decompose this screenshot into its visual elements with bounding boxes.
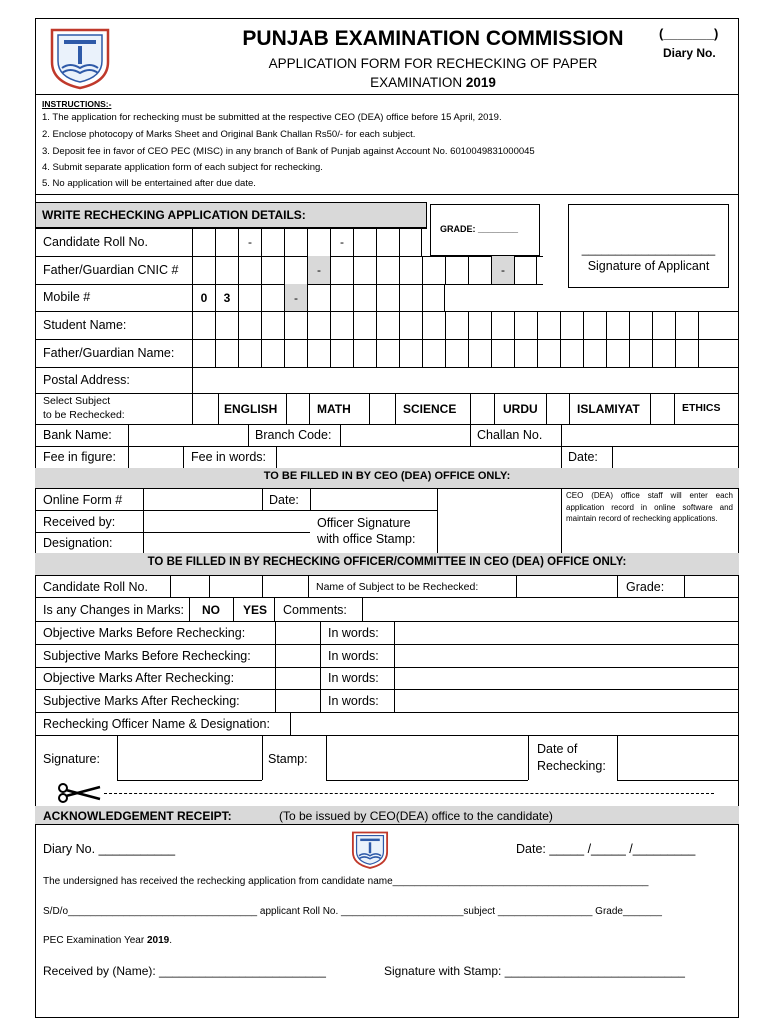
input-cell[interactable] xyxy=(192,256,215,284)
in-words-label: In words: xyxy=(328,694,379,708)
father-name-grid[interactable] xyxy=(192,339,721,367)
committee-roll-label: Candidate Roll No. xyxy=(43,580,148,594)
grade-label: GRADE: ________ xyxy=(440,224,519,234)
input-cell[interactable] xyxy=(445,339,468,367)
input-cell[interactable] xyxy=(353,228,376,256)
receipt-line-1: The undersigned has received the rechecking application from candidate name______________________________________________ xyxy=(43,876,649,887)
form-subtitle-exam xyxy=(200,75,666,90)
input-cell[interactable] xyxy=(629,339,652,367)
input-cell[interactable] xyxy=(353,284,376,311)
stamp-label: Stamp: xyxy=(268,752,308,766)
input-cell[interactable] xyxy=(353,311,376,339)
cnic-grid[interactable] xyxy=(192,256,537,284)
input-cell[interactable] xyxy=(399,228,422,256)
ceo-heading: TO BE FILLED IN BY CEO (DEA) OFFICE ONLY: xyxy=(263,470,511,482)
input-cell[interactable] xyxy=(422,311,445,339)
input-cell[interactable] xyxy=(238,284,261,311)
receipt-signature: Signature with Stamp: ___________________________ xyxy=(384,964,685,978)
marks-row-label: Subjective Marks After Rechecking: xyxy=(43,694,240,708)
input-cell[interactable] xyxy=(215,256,238,284)
subject-science: SCIENCE xyxy=(403,402,457,416)
input-cell[interactable] xyxy=(261,311,284,339)
marks-row-label: Objective Marks After Rechecking: xyxy=(43,671,235,685)
input-cell[interactable] xyxy=(261,228,284,256)
designation-label: Designation: xyxy=(43,536,113,550)
subject-ethics: ETHICS xyxy=(682,402,721,414)
exam-label: EXAMINATION xyxy=(370,75,463,90)
diary-label: Diary No. xyxy=(663,46,716,60)
receipt-logo xyxy=(348,828,392,870)
cnic-label: Father/Guardian CNIC # xyxy=(43,263,179,277)
input-cell[interactable] xyxy=(261,256,284,284)
input-cell[interactable] xyxy=(445,256,468,284)
input-cell[interactable] xyxy=(606,311,629,339)
input-cell[interactable] xyxy=(652,339,675,367)
scissors-icon xyxy=(56,783,102,803)
online-form-label: Online Form # xyxy=(43,493,123,507)
input-cell[interactable] xyxy=(376,311,399,339)
input-cell[interactable] xyxy=(330,256,353,284)
input-cell[interactable] xyxy=(307,284,330,311)
form-subtitle: APPLICATION FORM FOR RECHECKING OF PAPER xyxy=(268,56,598,71)
input-cell[interactable] xyxy=(376,284,399,311)
input-cell[interactable] xyxy=(376,256,399,284)
input-cell[interactable] xyxy=(215,339,238,367)
input-cell[interactable] xyxy=(537,311,560,339)
input-cell[interactable] xyxy=(468,339,491,367)
receipt-line-3: PEC Examination Year 2019. xyxy=(43,935,172,946)
instruction-item: 4. Submit separate application form of each subject for rechecking. xyxy=(42,162,323,173)
subject-english: ENGLISH xyxy=(224,402,278,416)
input-cell[interactable] xyxy=(238,339,261,367)
input-cell[interactable] xyxy=(399,311,422,339)
input-cell[interactable] xyxy=(514,339,537,367)
input-cell[interactable] xyxy=(422,339,445,367)
subject-label: Select Subject xyxy=(43,395,111,407)
comments-label: Comments: xyxy=(283,603,347,617)
subject-label: to be Rechecked: xyxy=(43,409,125,421)
officer-signature-label: Officer Signature xyxy=(317,516,411,530)
input-cell[interactable] xyxy=(192,339,215,367)
fee-figure-label: Fee in figure: xyxy=(43,450,116,464)
receipt-year: 2019 xyxy=(146,935,170,946)
changes-label: Is any Changes in Marks: xyxy=(43,603,185,617)
input-cell[interactable] xyxy=(399,339,422,367)
student-name-grid[interactable] xyxy=(192,311,721,339)
date-of-rechecking-label: Rechecking: xyxy=(537,759,606,773)
input-cell[interactable] xyxy=(537,339,560,367)
input-cell[interactable] xyxy=(491,339,514,367)
input-cell[interactable] xyxy=(330,339,353,367)
marks-row-label: Objective Marks Before Rechecking: xyxy=(43,626,246,640)
changes-no[interactable]: NO xyxy=(202,603,220,617)
input-cell[interactable] xyxy=(376,228,399,256)
input-cell[interactable] xyxy=(238,311,261,339)
input-cell[interactable] xyxy=(307,228,330,256)
input-cell[interactable] xyxy=(583,339,606,367)
input-cell[interactable] xyxy=(261,339,284,367)
receipt-heading: ACKNOWLEDGEMENT RECEIPT: xyxy=(43,809,232,823)
ceo-date-label: Date: xyxy=(269,493,299,507)
input-cell[interactable] xyxy=(583,311,606,339)
input-cell[interactable] xyxy=(399,284,422,311)
input-cell[interactable] xyxy=(353,256,376,284)
in-words-label: In words: xyxy=(328,671,379,685)
dash: - xyxy=(284,284,307,311)
input-cell[interactable] xyxy=(330,311,353,339)
input-cell[interactable] xyxy=(261,284,284,311)
postal-label: Postal Address: xyxy=(43,373,130,387)
input-cell[interactable] xyxy=(652,311,675,339)
instruction-item: 2. Enclose photocopy of Marks Sheet and Original Bank Challan Rs50/- for each subject. xyxy=(42,129,416,140)
input-cell[interactable] xyxy=(422,256,445,284)
committee-signature-label: Signature: xyxy=(43,752,100,766)
receipt-note: (To be issued by CEO(DEA) office to the candidate) xyxy=(279,809,553,823)
officer-name-label: Rechecking Officer Name & Designation: xyxy=(43,717,270,731)
input-cell[interactable] xyxy=(192,311,215,339)
subject-name-label: Name of Subject to be Rechecked: xyxy=(316,581,479,593)
signature-label: Signature of Applicant xyxy=(587,259,710,273)
input-cell[interactable] xyxy=(376,339,399,367)
input-cell[interactable] xyxy=(606,339,629,367)
mobile-digit: 0 xyxy=(192,284,215,311)
mobile-label: Mobile # xyxy=(43,290,91,304)
instruction-item: 1. The application for rechecking must be submitted at the respective CEO (DEA) office before 15 April, 2019. xyxy=(42,112,502,123)
input-cell[interactable] xyxy=(330,284,353,311)
dash: - xyxy=(330,228,353,256)
signature-line: ____________________ xyxy=(581,242,716,256)
input-cell[interactable] xyxy=(560,339,583,367)
receipt-date: Date: _____ /_____ /_________ xyxy=(516,842,696,856)
received-by-label: Received by: xyxy=(43,515,116,529)
ceo-note: CEO (DEA) office staff will enter each application record in online software and maintain record of rechecking applications. xyxy=(566,491,733,523)
input-cell[interactable] xyxy=(284,256,307,284)
committee-heading: TO BE FILLED IN BY RECHECKING OFFICER/COMMITTEE IN CEO (DEA) OFFICE ONLY: xyxy=(147,556,627,568)
cut-line xyxy=(104,793,714,794)
date-of-rechecking-label: Date of xyxy=(537,742,578,756)
bank-name-label: Bank Name: xyxy=(43,428,112,442)
subject-urdu: URDU xyxy=(503,402,538,416)
input-cell[interactable] xyxy=(215,228,238,256)
receipt-line-2: S/D/o__________________________________ applicant Roll No. ______________________subject _________________ Grade_______ xyxy=(43,906,662,917)
input-cell[interactable] xyxy=(698,311,721,339)
input-cell[interactable] xyxy=(560,311,583,339)
input-cell[interactable] xyxy=(307,311,330,339)
input-cell[interactable] xyxy=(445,311,468,339)
input-cell[interactable] xyxy=(307,339,330,367)
diary-blank: (_______) xyxy=(659,26,719,41)
roll-label: Candidate Roll No. xyxy=(43,235,148,249)
input-cell[interactable] xyxy=(238,256,261,284)
input-cell[interactable] xyxy=(675,339,698,367)
page-title: PUNJAB EXAMINATION COMMISSION xyxy=(242,27,624,50)
input-cell[interactable] xyxy=(468,311,491,339)
in-words-label: In words: xyxy=(328,649,379,663)
input-cell[interactable] xyxy=(399,256,422,284)
student-name-label: Student Name: xyxy=(43,318,127,332)
input-cell[interactable] xyxy=(422,284,445,311)
details-heading: WRITE RECHECKING APPLICATION DETAILS: xyxy=(42,208,306,222)
input-cell[interactable] xyxy=(215,311,238,339)
input-cell[interactable] xyxy=(698,339,721,367)
subject-islamiyat: ISLAMIYAT xyxy=(577,402,640,416)
marks-row-label: Subjective Marks Before Rechecking: xyxy=(43,649,251,663)
committee-grade-label: Grade: xyxy=(626,580,665,594)
changes-yes[interactable]: YES xyxy=(243,603,268,617)
mobile-grid[interactable] xyxy=(192,284,445,311)
father-name-label: Father/Guardian Name: xyxy=(43,346,175,360)
branch-code-label: Branch Code: xyxy=(255,428,332,442)
instruction-item: 3. Deposit fee in favor of CEO PEC (MISC) in any branch of Bank of Punjab against Account No. 6010049831000045 xyxy=(42,146,535,157)
input-cell[interactable] xyxy=(284,311,307,339)
dash: - xyxy=(491,256,514,284)
dash: - xyxy=(307,256,330,284)
input-cell[interactable] xyxy=(491,311,514,339)
receipt-year-prefix: PEC Examination Year xyxy=(43,935,145,946)
instruction-item: 5. No application will be entertained after due date. xyxy=(42,178,256,189)
dash: - xyxy=(238,228,261,256)
receipt-diary: Diary No. ___________ xyxy=(43,842,176,856)
input-cell[interactable] xyxy=(284,339,307,367)
input-cell[interactable] xyxy=(629,311,652,339)
input-cell[interactable] xyxy=(192,228,215,256)
instructions-heading: INSTRUCTIONS:- xyxy=(42,99,112,109)
fee-date-label: Date: xyxy=(568,450,598,464)
challan-label: Challan No. xyxy=(477,428,543,442)
input-cell[interactable] xyxy=(284,228,307,256)
in-words-label: In words: xyxy=(328,626,379,640)
input-cell[interactable] xyxy=(514,311,537,339)
officer-signature-label: with office Stamp: xyxy=(317,532,416,546)
input-cell[interactable] xyxy=(675,311,698,339)
input-cell[interactable] xyxy=(514,256,537,284)
input-cell[interactable] xyxy=(468,256,491,284)
input-cell[interactable] xyxy=(353,339,376,367)
receipt-received-by: Received by (Name): _________________________ xyxy=(43,964,326,978)
pec-logo xyxy=(44,24,116,90)
mobile-digit: 3 xyxy=(215,284,238,311)
exam-year: 2019 xyxy=(465,75,496,90)
subject-math: MATH xyxy=(317,402,351,416)
fee-words-label: Fee in words: xyxy=(191,450,267,464)
roll-number-grid[interactable] xyxy=(192,228,422,256)
